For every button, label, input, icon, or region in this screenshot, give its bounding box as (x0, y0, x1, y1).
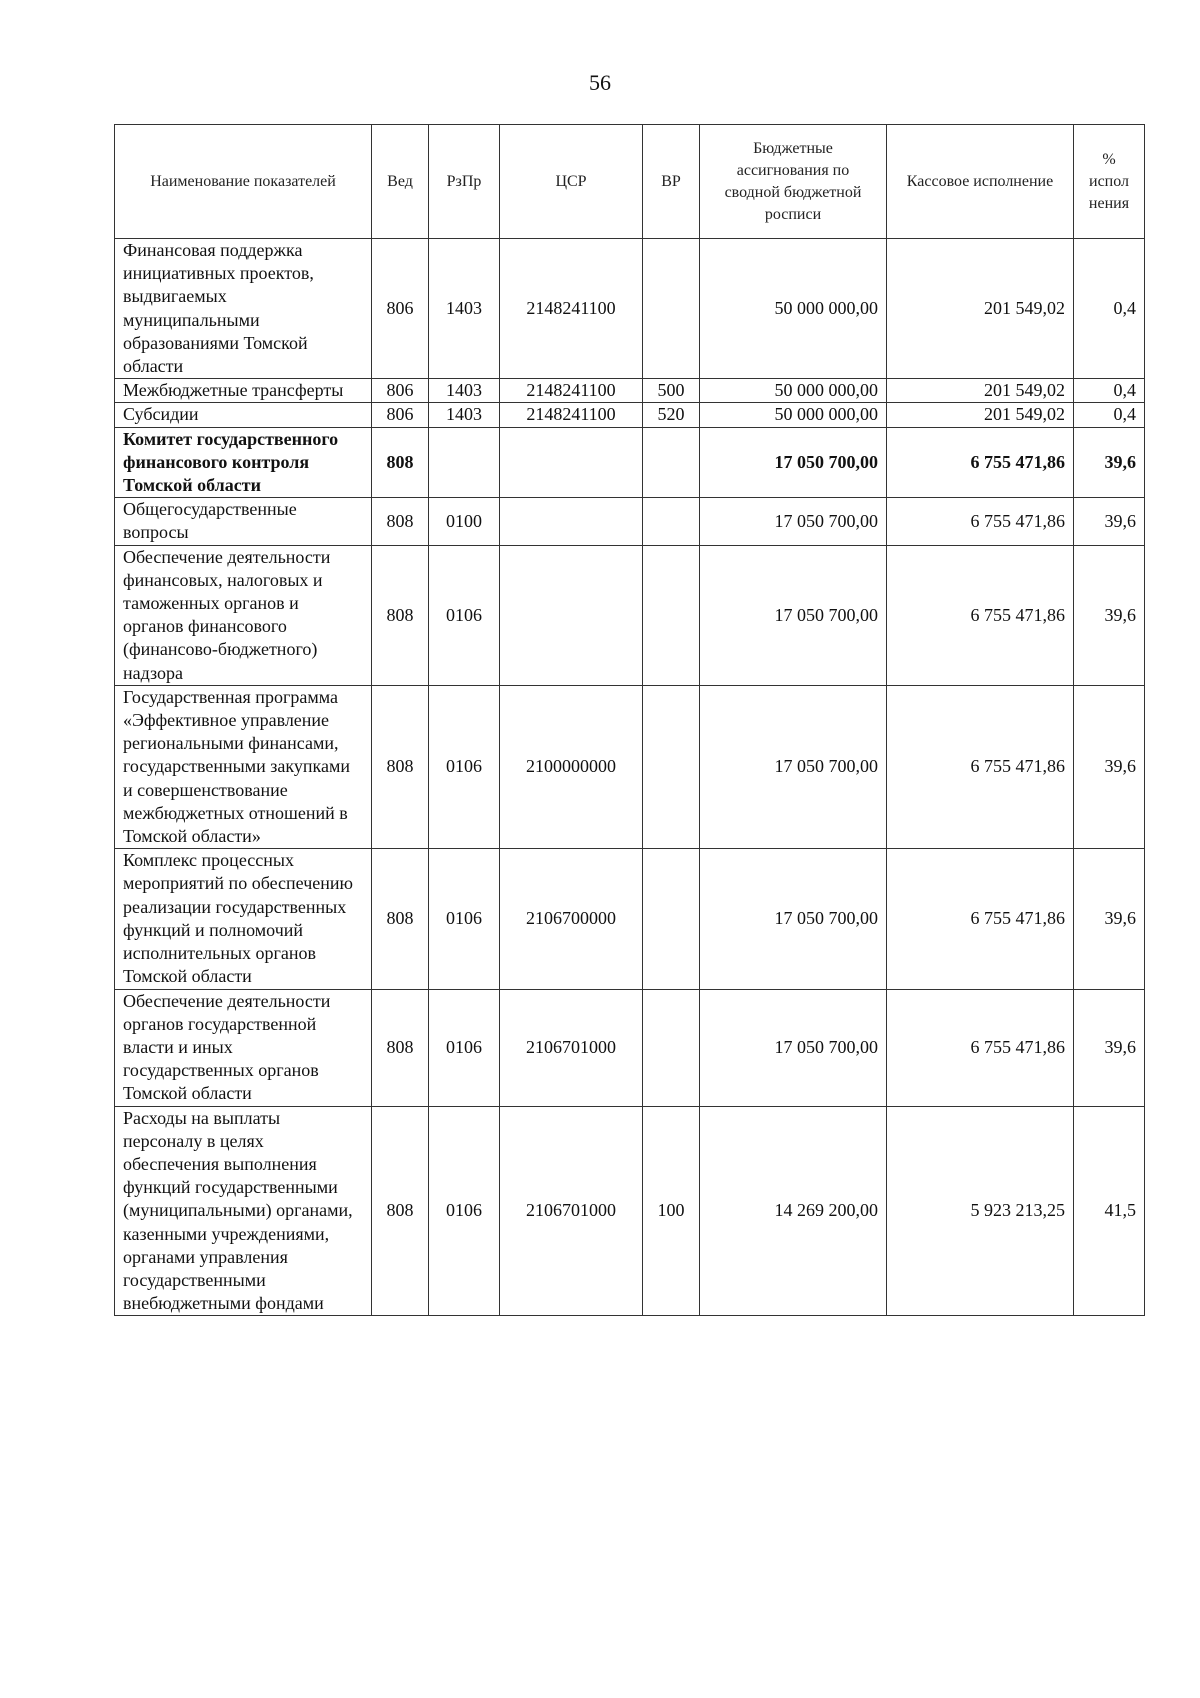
cell-csr (500, 545, 643, 685)
cell-csr: 2100000000 (500, 685, 643, 848)
cell-budget: 17 050 700,00 (700, 685, 887, 848)
cell-name: Обеспечение деятельности органов государственной власти и иных государственных органов Томской области (115, 989, 372, 1106)
cell-cash: 6 755 471,86 (887, 427, 1074, 498)
cell-vr: 520 (643, 403, 700, 427)
cell-csr (500, 427, 643, 498)
cell-budget: 50 000 000,00 (700, 403, 887, 427)
cell-csr: 2106701000 (500, 1106, 643, 1316)
cell-budget: 17 050 700,00 (700, 849, 887, 989)
table-row (115, 403, 1145, 427)
cell-vr (643, 989, 700, 1106)
cell-name: Комплекс процессных мероприятий по обеспечению реализации государственных функций и полномочий исполнительных органов Томской области (115, 849, 372, 989)
cell-vr: 100 (643, 1106, 700, 1316)
header-budget: Бюджетные ассигнования по сводной бюджетной росписи (700, 125, 887, 239)
cell-budget: 50 000 000,00 (700, 239, 887, 379)
cell-ved: 806 (372, 239, 429, 379)
cell-cash: 6 755 471,86 (887, 498, 1074, 545)
cell-percent: 0,4 (1074, 379, 1145, 403)
cell-cash: 6 755 471,86 (887, 545, 1074, 685)
header-name: Наименование показателей (115, 125, 372, 239)
cell-name: Общегосударственные вопросы (115, 498, 372, 545)
cell-csr: 2148241100 (500, 379, 643, 403)
cell-csr: 2148241100 (500, 403, 643, 427)
page-number: 56 (589, 70, 611, 95)
cell-ved: 808 (372, 427, 429, 498)
cell-ved: 808 (372, 685, 429, 848)
cell-name: Финансовая поддержка инициативных проектов, выдвигаемых муниципальными образованиями Томской области (115, 239, 372, 379)
cell-percent: 39,6 (1074, 498, 1145, 545)
cell-percent: 39,6 (1074, 545, 1145, 685)
cell-budget: 17 050 700,00 (700, 427, 887, 498)
cell-cash: 6 755 471,86 (887, 685, 1074, 848)
cell-rzpr: 0100 (429, 498, 500, 545)
cell-csr: 2106700000 (500, 849, 643, 989)
cell-rzpr: 0106 (429, 545, 500, 685)
cell-percent: 39,6 (1074, 685, 1145, 848)
cell-vr (643, 239, 700, 379)
cell-csr: 2148241100 (500, 239, 643, 379)
cell-name: Субсидии (115, 403, 372, 427)
cell-cash: 6 755 471,86 (887, 989, 1074, 1106)
cell-vr (643, 685, 700, 848)
cell-percent: 0,4 (1074, 239, 1145, 379)
cell-name: Межбюджетные трансферты (115, 379, 372, 403)
cell-cash: 5 923 213,25 (887, 1106, 1074, 1316)
cell-budget: 17 050 700,00 (700, 498, 887, 545)
cell-budget: 50 000 000,00 (700, 379, 887, 403)
cell-name: Обеспечение деятельности финансовых, налоговых и таможенных органов и органов финансового (финансово-бюджетного) надзора (115, 545, 372, 685)
header-vr: ВР (643, 125, 700, 239)
table-row (115, 849, 1145, 989)
cell-name: Расходы на выплаты персоналу в целях обеспечения выполнения функций государственными (муниципальными) органами, казенными учреждениями, органами управления государственными внебюджетными фондами (115, 1106, 372, 1316)
header-percent: % испол нения (1074, 125, 1145, 239)
cell-vr (643, 427, 700, 498)
cell-rzpr: 0106 (429, 1106, 500, 1316)
cell-csr: 2106701000 (500, 989, 643, 1106)
cell-percent: 0,4 (1074, 403, 1145, 427)
header-ved: Вед (372, 125, 429, 239)
cell-budget: 17 050 700,00 (700, 545, 887, 685)
budget-execution-table (114, 124, 1145, 1316)
cell-cash: 201 549,02 (887, 239, 1074, 379)
cell-vr (643, 545, 700, 685)
cell-ved: 808 (372, 1106, 429, 1316)
table-row (115, 427, 1145, 498)
cell-ved: 808 (372, 498, 429, 545)
cell-name: Государственная программа «Эффективное управление региональными финансами, государственными закупками и совершенствование межбюджетных отношений в Томской области» (115, 685, 372, 848)
cell-cash: 6 755 471,86 (887, 849, 1074, 989)
cell-rzpr: 1403 (429, 239, 500, 379)
table-row (115, 498, 1145, 545)
table-row (115, 1106, 1145, 1316)
cell-percent: 39,6 (1074, 989, 1145, 1106)
header-rzpr: РзПр (429, 125, 500, 239)
cell-rzpr: 1403 (429, 379, 500, 403)
table-row (115, 379, 1145, 403)
table-row (115, 989, 1145, 1106)
cell-rzpr: 0106 (429, 989, 500, 1106)
cell-ved: 808 (372, 849, 429, 989)
table-body (115, 239, 1145, 1316)
header-cash: Кассовое исполнение (887, 125, 1074, 239)
cell-ved: 808 (372, 989, 429, 1106)
cell-cash: 201 549,02 (887, 379, 1074, 403)
cell-budget: 17 050 700,00 (700, 989, 887, 1106)
cell-budget: 14 269 200,00 (700, 1106, 887, 1316)
cell-name: Комитет государственного финансового контроля Томской области (115, 427, 372, 498)
cell-vr (643, 498, 700, 545)
cell-vr (643, 849, 700, 989)
header-csr: ЦСР (500, 125, 643, 239)
cell-ved: 806 (372, 379, 429, 403)
cell-rzpr (429, 427, 500, 498)
cell-vr: 500 (643, 379, 700, 403)
table-row (115, 239, 1145, 379)
cell-rzpr: 0106 (429, 685, 500, 848)
cell-rzpr: 0106 (429, 849, 500, 989)
cell-cash: 201 549,02 (887, 403, 1074, 427)
cell-ved: 808 (372, 545, 429, 685)
cell-percent: 39,6 (1074, 849, 1145, 989)
table-row (115, 685, 1145, 848)
cell-rzpr: 1403 (429, 403, 500, 427)
table-row (115, 545, 1145, 685)
cell-ved: 806 (372, 403, 429, 427)
table-header-row (115, 125, 1145, 239)
cell-percent: 39,6 (1074, 427, 1145, 498)
cell-percent: 41,5 (1074, 1106, 1145, 1316)
cell-csr (500, 498, 643, 545)
